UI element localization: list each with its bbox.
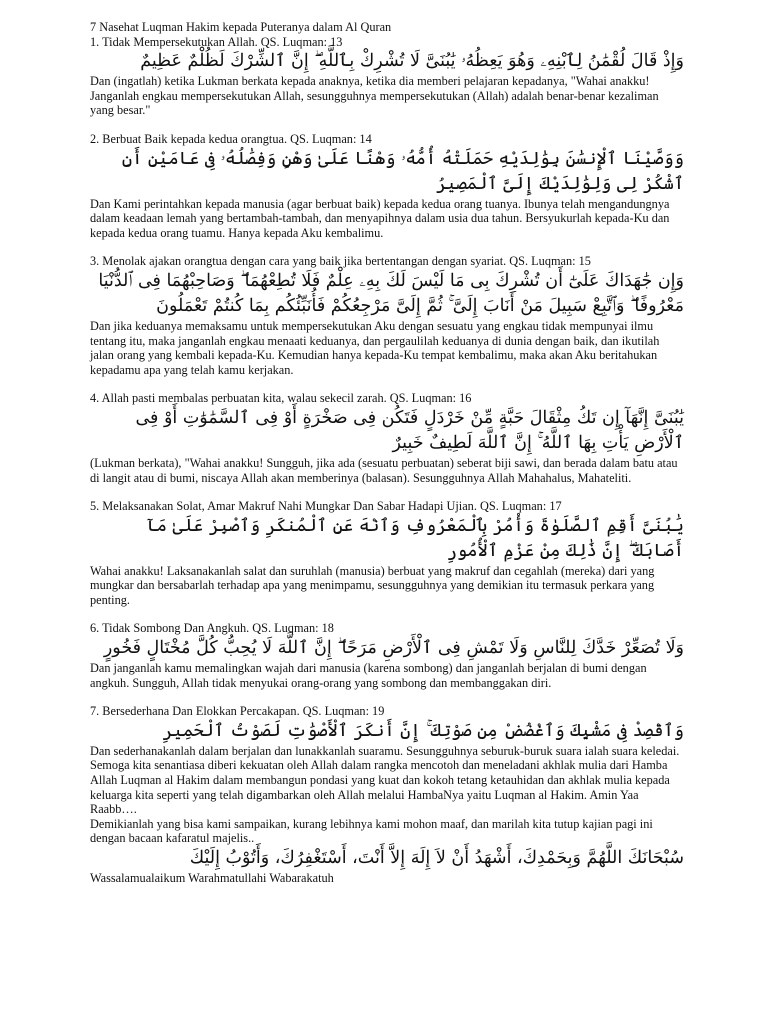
verse-translation: (Lukman berkata), "Wahai anakku! Sungguh, jika ada (sesuatu perbuatan) seberat biji sawi, dan berada dalam batu atau di langit atau di bumi, niscaya Allah akan memberinya (balasan). Sesungguhnya Allah Mahahalus, Mahateliti.	[90, 455, 678, 485]
closing-paragraph: Semoga kita senantiasa diberi kekuatan oleh Allah dalam rangka mencotoh dan meneladani akhlak mulia dari Hamba Allah Luqman al Hakim dalam membangun pondasi yang kuat dan kokoh tetang ketauhidan dan akhlak mulia kepada keluarga kita seperti yang telah digambarkan oleh Allah melalui HambaNya yaitu Luqman al Hakim. Amin Yaa Raabb….	[90, 758, 670, 817]
verse-translation: Wahai anakku! Laksanakanlah salat dan suruhlah (manusia) berbuat yang makruf dan cegahlah (mereka) dari yang mungkar dan bersabarlah terhadap apa yang menimpamu, sesungguhnya yang demikian itu termasuk perkara yang penting.	[90, 563, 655, 607]
document-title: 7 Nasehat Luqman Hakim kepada Puteranya dalam Al Quran	[90, 20, 392, 34]
section-heading: 5. Melaksanakan Solat, Amar Makruf Nahi Mungkar Dan Sabar Hadapi Ujian. QS. Luqman: 17	[90, 499, 562, 514]
arabic-verse: يَٰبُنَىَّ أَقِمِ ٱلصَّلَوٰةَ وَأْمُرْ بِٱلْمَعْرُوفِ وَٱنْهَ عَنِ ٱلْمُنكَرِ وَٱصْبِرْ عَلَىٰ مَآ أَصَابَكَ ۖ إِنَّ ذَٰلِكَ مِنْ عَزْمِ ٱلْأُمُورِ	[146, 515, 684, 561]
section-7	[90, 704, 684, 758]
verse-translation: Dan janganlah kamu memalingkan wajah dari manusia (karena sombong) dan janganlah berjalan di bumi dengan angkuh. Sungguh, Allah tidak menyukai orang-orang yang sombong dan membanggakan diri.	[90, 661, 647, 690]
section-heading: 1. Tidak Mempersekutukan Allah. QS. Luqman: 13	[90, 34, 343, 49]
closing-paragraph: Demikianlah yang bisa kami sampaikan, kurang lebihnya kami mohon maaf, dan marilah kita tutup kajian pagi ini dengan bacaan kafaratul majelis..	[90, 816, 653, 846]
arabic-verse: وَوَصَّيْنَا ٱلْإِنسَٰنَ بِوَٰلِدَيْهِ حَمَلَتْهُ أُمُّهُۥ وَهْنًا عَلَىٰ وَهْنٍ وَفِصَٰلُهُۥ فِى عَامَيْنِ أَنِ ٱشْكُرْ لِى وَلِوَٰلِدَيْكَ إِلَىَّ ٱلْمَصِيرُ	[121, 148, 684, 194]
arabic-verse: وَإِن جَٰهَدَاكَ عَلَىٰٓ أَن تُشْرِكَ بِى مَا لَيْسَ لَكَ بِهِۦ عِلْمٌ فَلَا تُطِعْهُمَا ۖ وَصَاحِبْهُمَا فِى ٱلدُّنْيَا مَعْرُوفًا ۖ وَٱتَّبِعْ سَبِيلَ مَنْ أَنَابَ إِلَىَّ ۚ ثُمَّ إِلَىَّ مَرْجِعُكُمْ فَأُنَبِّئُكُم بِمَا كُنتُمْ تَعْمَلُونَ	[98, 270, 684, 316]
arabic-verse: وَٱقْصِدْ فِى مَشْيِكَ وَٱغْضُضْ مِن صَوْتِكَ ۚ إِنَّ أَنكَرَ ٱلْأَصْوَٰتِ لَصَوْتُ ٱلْحَمِيرِ	[162, 720, 684, 741]
verse-translation: Dan Kami perintahkan kepada manusia (agar berbuat baik) kepada kedua orang tuanya. Ibunya telah mengandungnya dalam keadaan lemah yang bertambah-tambah, dan menyapihnya dalam usia dua tahun. Bersyukurlah kepada-Ku dan kepada kedua orang tuamu. Hanya kepada Aku kembalimu.	[90, 196, 670, 240]
verse-translation: Dan jika keduanya memaksamu untuk mempersekutukan Aku dengan sesuatu yang engkau tidak mempunyai ilmu tentang itu, maka janganlah engkau menaati keduanya, dan pergaulilah keduanya di dunia dengan baik, dan ikutilah jalan orang yang kembali kepada-Ku. Kemudian hanya kepada-Ku tempat kembalimu, maka akan Aku beritahukan kepadamu apa yang telah kamu kerjakan.	[90, 318, 660, 377]
section-heading: 3. Menolak ajakan orangtua dengan cara yang baik jika bertentangan dengan syariat. QS. Luqman: 15	[90, 254, 591, 269]
section-2	[90, 132, 684, 240]
closing-salam: Wassalamualaikum Warahmatullahi Wabarakatuh	[90, 871, 334, 885]
section-1	[90, 35, 684, 118]
section-heading: 7. Bersederhana Dan Elokkan Percakapan. QS. Luqman: 19	[90, 704, 385, 719]
section-4	[90, 391, 684, 485]
section-heading: 2. Berbuat Baik kepada kedua orangtua. QS. Luqman: 14	[90, 131, 372, 146]
kafaratul-majelis-arabic: سُبْحَانَكَ اللَّهُمَّ وَبِحَمْدِكَ، أَشْهَدُ أَنْ لاَ إِلَهَ إِلاَّ أَنْتَ، أَسْتَغْفِرُكَ، وَأَتُوْبُ إِلَيْكَ	[189, 848, 684, 868]
arabic-verse: وَلَا تُصَعِّرْ خَدَّكَ لِلنَّاسِ وَلَا تَمْشِ فِى ٱلْأَرْضِ مَرَحًا ۖ إِنَّ ٱللَّهَ لَا يُحِبُّ كُلَّ مُخْتَالٍ فَخُورٍ	[103, 638, 684, 659]
section-3	[90, 254, 684, 377]
section-heading: 4. Allah pasti membalas perbuatan kita, walau sekecil zarah. QS. Luqman: 16	[90, 391, 472, 406]
section-6	[90, 621, 684, 690]
closing	[90, 758, 684, 885]
arabic-verse: وَإِذْ قَالَ لُقْمَٰنُ لِٱبْنِهِۦ وَهُوَ يَعِظُهُۥ يَٰبُنَىَّ لَا تُشْرِكْ بِٱللَّهِ ۖ إِنَّ ٱلشِّرْكَ لَظُلْمٌ عَظِيمٌ	[140, 51, 684, 72]
verse-translation: Dan (ingatlah) ketika Lukman berkata kepada anaknya, ketika dia memberi pelajaran kepadanya, "Wahai anakku! Janganlah engkau mempersekutukan Allah, sesungguhnya mempersekutukan (Allah) adalah benar-benar kezaliman yang besar."	[90, 74, 659, 118]
arabic-verse: يَٰبُنَىَّ إِنَّهَآ إِن تَكُ مِثْقَالَ حَبَّةٍ مِّنْ خَرْدَلٍ فَتَكُن فِى صَخْرَةٍ أَوْ فِى ٱلسَّمَٰوَٰتِ أَوْ فِى ٱلْأَرْضِ يَأْتِ بِهَا ٱللَّهُ ۚ إِنَّ ٱللَّهَ لَطِيفٌ خَبِيرٌ	[135, 407, 684, 453]
section-5	[90, 499, 684, 607]
section-heading: 6. Tidak Sombong Dan Angkuh. QS. Luqman: 18	[90, 621, 334, 636]
verse-translation: Dan sederhanakanlah dalam berjalan dan lunakkanlah suaramu. Sesungguhnya seburuk-buruk suara ialah suara keledai.	[90, 743, 680, 758]
